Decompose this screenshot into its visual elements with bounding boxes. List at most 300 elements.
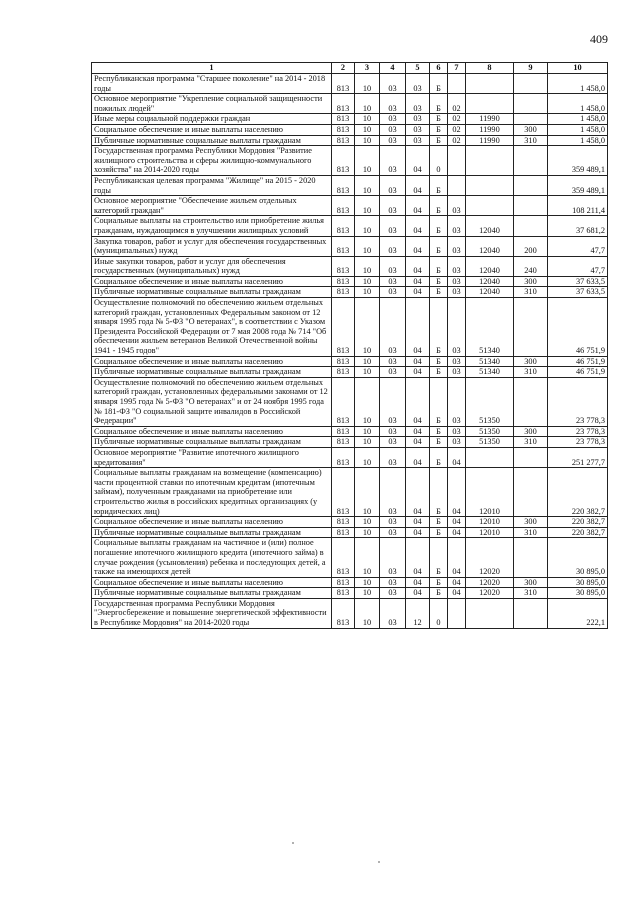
row-c6-cell: 0: [430, 598, 448, 628]
table-row: [92, 256, 608, 276]
row-name-cell: Основное мероприятие "Развитие ипотечного жилищного кредитования": [92, 447, 332, 467]
table-row: [92, 468, 608, 517]
row-c3-cell: 10: [355, 124, 380, 135]
row-c8-cell: 11990: [466, 135, 514, 146]
row-c9-cell: [514, 196, 548, 216]
table-row: [92, 527, 608, 538]
row-c5-cell: 04: [406, 426, 430, 437]
row-c7-cell: 04: [448, 588, 466, 599]
row-c9-cell: [514, 94, 548, 114]
row-c3-cell: 10: [355, 135, 380, 146]
row-c4-cell: 03: [380, 287, 406, 298]
row-name-cell: Публичные нормативные социальные выплаты гражданам: [92, 588, 332, 599]
row-name-cell: Осуществление полномочий по обеспечению жильем отдельных категорий граждан, установленных федеральными законами от 12 января 1995 года № 5-ФЗ "О ветеранах" и от 24 ноября 1995 года № 181-ФЗ "О социальной защите инвалидов в Российской Федерации": [92, 377, 332, 426]
table-row: [92, 114, 608, 125]
row-c2-cell: 813: [332, 124, 355, 135]
row-c3-cell: 10: [355, 588, 380, 599]
row-c5-cell: 04: [406, 437, 430, 448]
row-c2-cell: 813: [332, 94, 355, 114]
column-header: 9: [514, 63, 548, 74]
row-c8-cell: 12010: [466, 468, 514, 517]
row-c6-cell: Б: [430, 367, 448, 378]
row-c6-cell: Б: [430, 538, 448, 577]
row-name-cell: Социальное обеспечение и иные выплаты населению: [92, 276, 332, 287]
row-c4-cell: 03: [380, 468, 406, 517]
row-c6-cell: Б: [430, 74, 448, 94]
row-c10-cell: 47,7: [548, 256, 608, 276]
row-c3-cell: 10: [355, 146, 380, 176]
row-c8-cell: [466, 74, 514, 94]
row-c9-cell: [514, 114, 548, 125]
row-c2-cell: 813: [332, 256, 355, 276]
row-c4-cell: 03: [380, 517, 406, 528]
row-c7-cell: 03: [448, 356, 466, 367]
page-number: 409: [590, 32, 608, 46]
row-c6-cell: Б: [430, 175, 448, 195]
row-c3-cell: 10: [355, 196, 380, 216]
row-c8-cell: 51350: [466, 426, 514, 437]
row-c7-cell: 04: [448, 527, 466, 538]
row-c3-cell: 10: [355, 236, 380, 256]
row-c2-cell: 813: [332, 74, 355, 94]
row-c9-cell: [514, 216, 548, 236]
row-c10-cell: 251 277,7: [548, 447, 608, 467]
row-c9-cell: [514, 146, 548, 176]
row-c4-cell: 03: [380, 298, 406, 357]
row-c5-cell: 03: [406, 94, 430, 114]
row-c4-cell: 03: [380, 588, 406, 599]
row-c8-cell: [466, 598, 514, 628]
budget-table: [91, 62, 608, 629]
row-c7-cell: 04: [448, 577, 466, 588]
row-c4-cell: 03: [380, 426, 406, 437]
row-c2-cell: 813: [332, 377, 355, 426]
row-c8-cell: [466, 447, 514, 467]
row-c5-cell: 04: [406, 236, 430, 256]
row-c3-cell: 10: [355, 298, 380, 357]
row-c4-cell: 03: [380, 175, 406, 195]
row-c10-cell: 30 895,0: [548, 577, 608, 588]
row-c5-cell: 03: [406, 124, 430, 135]
row-c9-cell: 310: [514, 527, 548, 538]
row-c4-cell: 03: [380, 367, 406, 378]
row-c2-cell: 813: [332, 287, 355, 298]
row-name-cell: Республиканская целевая программа "Жилище" на 2015 - 2020 годы: [92, 175, 332, 195]
row-c5-cell: 04: [406, 256, 430, 276]
row-c10-cell: 46 751,9: [548, 298, 608, 357]
row-c6-cell: Б: [430, 236, 448, 256]
row-c6-cell: Б: [430, 377, 448, 426]
row-c9-cell: 300: [514, 577, 548, 588]
row-c10-cell: 23 778,3: [548, 437, 608, 448]
row-c2-cell: 813: [332, 598, 355, 628]
row-c7-cell: 03: [448, 377, 466, 426]
row-c8-cell: 12020: [466, 538, 514, 577]
row-c6-cell: Б: [430, 287, 448, 298]
table-row: [92, 94, 608, 114]
table-row: [92, 426, 608, 437]
row-c9-cell: 310: [514, 437, 548, 448]
row-c6-cell: Б: [430, 114, 448, 125]
row-c5-cell: 04: [406, 216, 430, 236]
row-c3-cell: 10: [355, 517, 380, 528]
row-c9-cell: 200: [514, 236, 548, 256]
row-c4-cell: 03: [380, 256, 406, 276]
row-c8-cell: 51350: [466, 437, 514, 448]
row-c6-cell: Б: [430, 577, 448, 588]
row-c8-cell: 12020: [466, 588, 514, 599]
row-c4-cell: 03: [380, 577, 406, 588]
row-c10-cell: 1 458,0: [548, 94, 608, 114]
row-c5-cell: 04: [406, 196, 430, 216]
row-c5-cell: 04: [406, 356, 430, 367]
row-name-cell: Публичные нормативные социальные выплаты гражданам: [92, 287, 332, 298]
scan-speck: [378, 861, 380, 863]
row-c3-cell: 10: [355, 527, 380, 538]
row-c4-cell: 03: [380, 114, 406, 125]
row-c9-cell: [514, 298, 548, 357]
row-c8-cell: [466, 146, 514, 176]
row-c8-cell: 12010: [466, 517, 514, 528]
row-c4-cell: 03: [380, 527, 406, 538]
row-name-cell: Социальные выплаты на строительство или приобретение жилья гражданам, нуждающимся в улучшении жилищных условий: [92, 216, 332, 236]
row-c9-cell: 310: [514, 287, 548, 298]
row-c2-cell: 813: [332, 298, 355, 357]
row-c4-cell: 03: [380, 538, 406, 577]
row-c2-cell: 813: [332, 236, 355, 256]
row-c7-cell: 03: [448, 437, 466, 448]
row-c10-cell: 37 681,2: [548, 216, 608, 236]
row-c10-cell: 46 751,9: [548, 367, 608, 378]
row-c5-cell: 03: [406, 74, 430, 94]
row-c2-cell: 813: [332, 276, 355, 287]
row-c4-cell: 03: [380, 74, 406, 94]
row-c7-cell: 04: [448, 538, 466, 577]
row-c10-cell: 30 895,0: [548, 538, 608, 577]
row-c10-cell: 220 382,7: [548, 517, 608, 528]
row-c4-cell: 03: [380, 276, 406, 287]
row-name-cell: Основное мероприятие "Обеспечение жильем отдельных категорий граждан": [92, 196, 332, 216]
row-c9-cell: 310: [514, 367, 548, 378]
row-c6-cell: Б: [430, 437, 448, 448]
row-c8-cell: 12040: [466, 287, 514, 298]
table-row: [92, 216, 608, 236]
row-c4-cell: 03: [380, 447, 406, 467]
row-name-cell: Публичные нормативные социальные выплаты гражданам: [92, 437, 332, 448]
row-c6-cell: Б: [430, 135, 448, 146]
row-c7-cell: 03: [448, 256, 466, 276]
row-c5-cell: 12: [406, 598, 430, 628]
row-c9-cell: [514, 175, 548, 195]
row-c8-cell: 11990: [466, 114, 514, 125]
column-header: 6: [430, 63, 448, 74]
row-c5-cell: 03: [406, 114, 430, 125]
row-c9-cell: 240: [514, 256, 548, 276]
row-c8-cell: 51350: [466, 377, 514, 426]
table-row: [92, 276, 608, 287]
row-name-cell: Государственная программа Республики Мордовия "Развитие жилищного строительства и сферы жилищно-коммунального хозяйства" на 2014-2020 годы: [92, 146, 332, 176]
row-c10-cell: 1 458,0: [548, 124, 608, 135]
row-c10-cell: 359 489,1: [548, 146, 608, 176]
row-c7-cell: [448, 175, 466, 195]
row-c3-cell: 10: [355, 356, 380, 367]
column-header: 5: [406, 63, 430, 74]
table-row: [92, 517, 608, 528]
row-c8-cell: 12040: [466, 256, 514, 276]
row-c3-cell: 10: [355, 175, 380, 195]
row-c5-cell: 04: [406, 367, 430, 378]
row-name-cell: Осуществление полномочий по обеспечению жильем отдельных категорий граждан, установленных Федеральным законом от 12 января 1995 года № 5-ФЗ "О ветеранах", в соответствии с Указом Президента Российской Федерации от 7 мая 2008 года № 714 "Об обеспечении жильем ветеранов Великой Отечественной войны 1941 - 1945 годов": [92, 298, 332, 357]
row-c2-cell: 813: [332, 146, 355, 176]
row-c6-cell: Б: [430, 276, 448, 287]
table-row: [92, 146, 608, 176]
row-c6-cell: Б: [430, 588, 448, 599]
row-c4-cell: 03: [380, 124, 406, 135]
row-c2-cell: 813: [332, 468, 355, 517]
row-c10-cell: 47,7: [548, 236, 608, 256]
row-c6-cell: Б: [430, 196, 448, 216]
row-c8-cell: [466, 94, 514, 114]
row-c7-cell: 03: [448, 236, 466, 256]
row-c3-cell: 10: [355, 114, 380, 125]
table-row: [92, 538, 608, 577]
row-c10-cell: 23 778,3: [548, 426, 608, 437]
row-c4-cell: 03: [380, 377, 406, 426]
row-c8-cell: 12020: [466, 577, 514, 588]
row-c9-cell: [514, 598, 548, 628]
row-c3-cell: 10: [355, 598, 380, 628]
table-row: [92, 356, 608, 367]
table-row: [92, 577, 608, 588]
row-c7-cell: 02: [448, 114, 466, 125]
row-c7-cell: 02: [448, 124, 466, 135]
row-c9-cell: [514, 447, 548, 467]
row-name-cell: Социальные выплаты гражданам на частичное и (или) полное погашение ипотечного жилищного кредита (ипотечного займа) в случае рождения (усыновления) ребенка и последующих детей, а также на имеющихся детей: [92, 538, 332, 577]
row-c6-cell: Б: [430, 356, 448, 367]
row-c5-cell: 04: [406, 298, 430, 357]
row-name-cell: Государственная программа Республики Мордовия "Энергосбережение и повышение энергетической эффективности в Республике Мордовия" на 2014-2020 годы: [92, 598, 332, 628]
row-c5-cell: 03: [406, 135, 430, 146]
column-header: 4: [380, 63, 406, 74]
row-c3-cell: 10: [355, 367, 380, 378]
row-c8-cell: [466, 175, 514, 195]
row-c7-cell: 03: [448, 276, 466, 287]
row-c7-cell: 03: [448, 287, 466, 298]
table-row: [92, 588, 608, 599]
row-c7-cell: [448, 74, 466, 94]
row-c9-cell: 300: [514, 426, 548, 437]
table-row: [92, 74, 608, 94]
row-c8-cell: 51340: [466, 356, 514, 367]
row-c6-cell: Б: [430, 94, 448, 114]
row-c7-cell: 03: [448, 426, 466, 437]
row-c3-cell: 10: [355, 426, 380, 437]
row-c4-cell: 03: [380, 94, 406, 114]
row-c6-cell: Б: [430, 256, 448, 276]
row-c9-cell: [514, 538, 548, 577]
column-header: 10: [548, 63, 608, 74]
row-c2-cell: 813: [332, 527, 355, 538]
row-c6-cell: Б: [430, 426, 448, 437]
row-c7-cell: 04: [448, 468, 466, 517]
row-c9-cell: [514, 74, 548, 94]
row-c3-cell: 10: [355, 538, 380, 577]
column-header: 8: [466, 63, 514, 74]
row-name-cell: Социальное обеспечение и иные выплаты населению: [92, 124, 332, 135]
row-c5-cell: 04: [406, 577, 430, 588]
row-name-cell: Публичные нормативные социальные выплаты гражданам: [92, 367, 332, 378]
row-c3-cell: 10: [355, 287, 380, 298]
row-c7-cell: 03: [448, 298, 466, 357]
row-c3-cell: 10: [355, 437, 380, 448]
row-c5-cell: 04: [406, 175, 430, 195]
row-c5-cell: 04: [406, 527, 430, 538]
table-row: [92, 196, 608, 216]
row-c2-cell: 813: [332, 437, 355, 448]
row-c5-cell: 04: [406, 588, 430, 599]
row-name-cell: Публичные нормативные социальные выплаты гражданам: [92, 527, 332, 538]
row-c4-cell: 03: [380, 196, 406, 216]
row-c7-cell: 03: [448, 367, 466, 378]
row-c7-cell: [448, 598, 466, 628]
row-c6-cell: Б: [430, 216, 448, 236]
row-c6-cell: 0: [430, 146, 448, 176]
row-c5-cell: 04: [406, 447, 430, 467]
row-c3-cell: 10: [355, 276, 380, 287]
row-c6-cell: Б: [430, 124, 448, 135]
row-c5-cell: 04: [406, 146, 430, 176]
row-name-cell: Иные закупки товаров, работ и услуг для обеспечения государственных (муниципальных) нужд: [92, 256, 332, 276]
row-c5-cell: 04: [406, 517, 430, 528]
row-c2-cell: 813: [332, 588, 355, 599]
row-c8-cell: 11990: [466, 124, 514, 135]
row-c9-cell: [514, 468, 548, 517]
row-c9-cell: 310: [514, 588, 548, 599]
column-header: 1: [92, 63, 332, 74]
row-c2-cell: 813: [332, 356, 355, 367]
row-c10-cell: 1 458,0: [548, 114, 608, 125]
row-c6-cell: Б: [430, 468, 448, 517]
row-c10-cell: 1 458,0: [548, 135, 608, 146]
row-name-cell: Республиканская программа "Старшее поколение" на 2014 - 2018 годы: [92, 74, 332, 94]
row-c10-cell: 37 633,5: [548, 287, 608, 298]
row-c10-cell: 222,1: [548, 598, 608, 628]
row-c8-cell: 51340: [466, 367, 514, 378]
row-c3-cell: 10: [355, 447, 380, 467]
row-name-cell: Социальное обеспечение и иные выплаты населению: [92, 517, 332, 528]
row-c2-cell: 813: [332, 538, 355, 577]
row-c3-cell: 10: [355, 577, 380, 588]
row-c8-cell: [466, 196, 514, 216]
row-c9-cell: 300: [514, 356, 548, 367]
row-c4-cell: 03: [380, 236, 406, 256]
row-c10-cell: 37 633,5: [548, 276, 608, 287]
row-name-cell: Закупка товаров, работ и услуг для обеспечения государственных (муниципальных) нужд: [92, 236, 332, 256]
row-c5-cell: 04: [406, 287, 430, 298]
row-c8-cell: 12040: [466, 236, 514, 256]
row-c9-cell: 300: [514, 276, 548, 287]
row-c7-cell: 03: [448, 216, 466, 236]
row-c4-cell: 03: [380, 598, 406, 628]
table-body: [92, 74, 608, 629]
row-c8-cell: 12010: [466, 527, 514, 538]
table-row: [92, 377, 608, 426]
row-c2-cell: 813: [332, 577, 355, 588]
row-c3-cell: 10: [355, 94, 380, 114]
row-c9-cell: 300: [514, 517, 548, 528]
row-name-cell: Социальное обеспечение и иные выплаты населению: [92, 356, 332, 367]
scan-speck: [292, 842, 294, 844]
table-row: [92, 175, 608, 195]
column-header: 2: [332, 63, 355, 74]
row-c10-cell: 108 211,4: [548, 196, 608, 216]
row-name-cell: Публичные нормативные социальные выплаты гражданам: [92, 135, 332, 146]
row-c10-cell: 1 458,0: [548, 74, 608, 94]
row-name-cell: Основное мероприятие "Укрепление социальной защищенности пожилых людей": [92, 94, 332, 114]
row-c2-cell: 813: [332, 196, 355, 216]
row-c2-cell: 813: [332, 114, 355, 125]
table-row: [92, 598, 608, 628]
row-c9-cell: [514, 377, 548, 426]
row-c8-cell: 12040: [466, 216, 514, 236]
table-row: [92, 298, 608, 357]
row-c7-cell: [448, 146, 466, 176]
row-c5-cell: 04: [406, 468, 430, 517]
row-c2-cell: 813: [332, 135, 355, 146]
row-c6-cell: Б: [430, 298, 448, 357]
row-c8-cell: 51340: [466, 298, 514, 357]
row-c10-cell: 23 778,3: [548, 377, 608, 426]
table-row: [92, 124, 608, 135]
row-name-cell: Социальное обеспечение и иные выплаты населению: [92, 426, 332, 437]
row-c4-cell: 03: [380, 356, 406, 367]
row-c2-cell: 813: [332, 426, 355, 437]
row-c10-cell: 46 751,9: [548, 356, 608, 367]
table-row: [92, 236, 608, 256]
row-c10-cell: 220 382,7: [548, 527, 608, 538]
table-row: [92, 135, 608, 146]
table-row: [92, 367, 608, 378]
row-c2-cell: 813: [332, 517, 355, 528]
row-c10-cell: 30 895,0: [548, 588, 608, 599]
row-c3-cell: 10: [355, 256, 380, 276]
row-c10-cell: 220 382,7: [548, 468, 608, 517]
row-c2-cell: 813: [332, 447, 355, 467]
row-c5-cell: 04: [406, 377, 430, 426]
table-row: [92, 437, 608, 448]
row-c6-cell: Б: [430, 517, 448, 528]
row-c5-cell: 04: [406, 276, 430, 287]
row-c4-cell: 03: [380, 216, 406, 236]
row-c7-cell: 02: [448, 135, 466, 146]
row-c9-cell: 310: [514, 135, 548, 146]
row-c3-cell: 10: [355, 216, 380, 236]
row-c2-cell: 813: [332, 216, 355, 236]
row-name-cell: Социальное обеспечение и иные выплаты населению: [92, 577, 332, 588]
row-c7-cell: 02: [448, 94, 466, 114]
row-c2-cell: 813: [332, 175, 355, 195]
table-header-row: [92, 63, 608, 74]
row-c10-cell: 359 489,1: [548, 175, 608, 195]
column-header: 3: [355, 63, 380, 74]
column-header: 7: [448, 63, 466, 74]
row-c3-cell: 10: [355, 468, 380, 517]
table-row: [92, 287, 608, 298]
row-c9-cell: 300: [514, 124, 548, 135]
row-c6-cell: Б: [430, 527, 448, 538]
row-c2-cell: 813: [332, 367, 355, 378]
row-c5-cell: 04: [406, 538, 430, 577]
